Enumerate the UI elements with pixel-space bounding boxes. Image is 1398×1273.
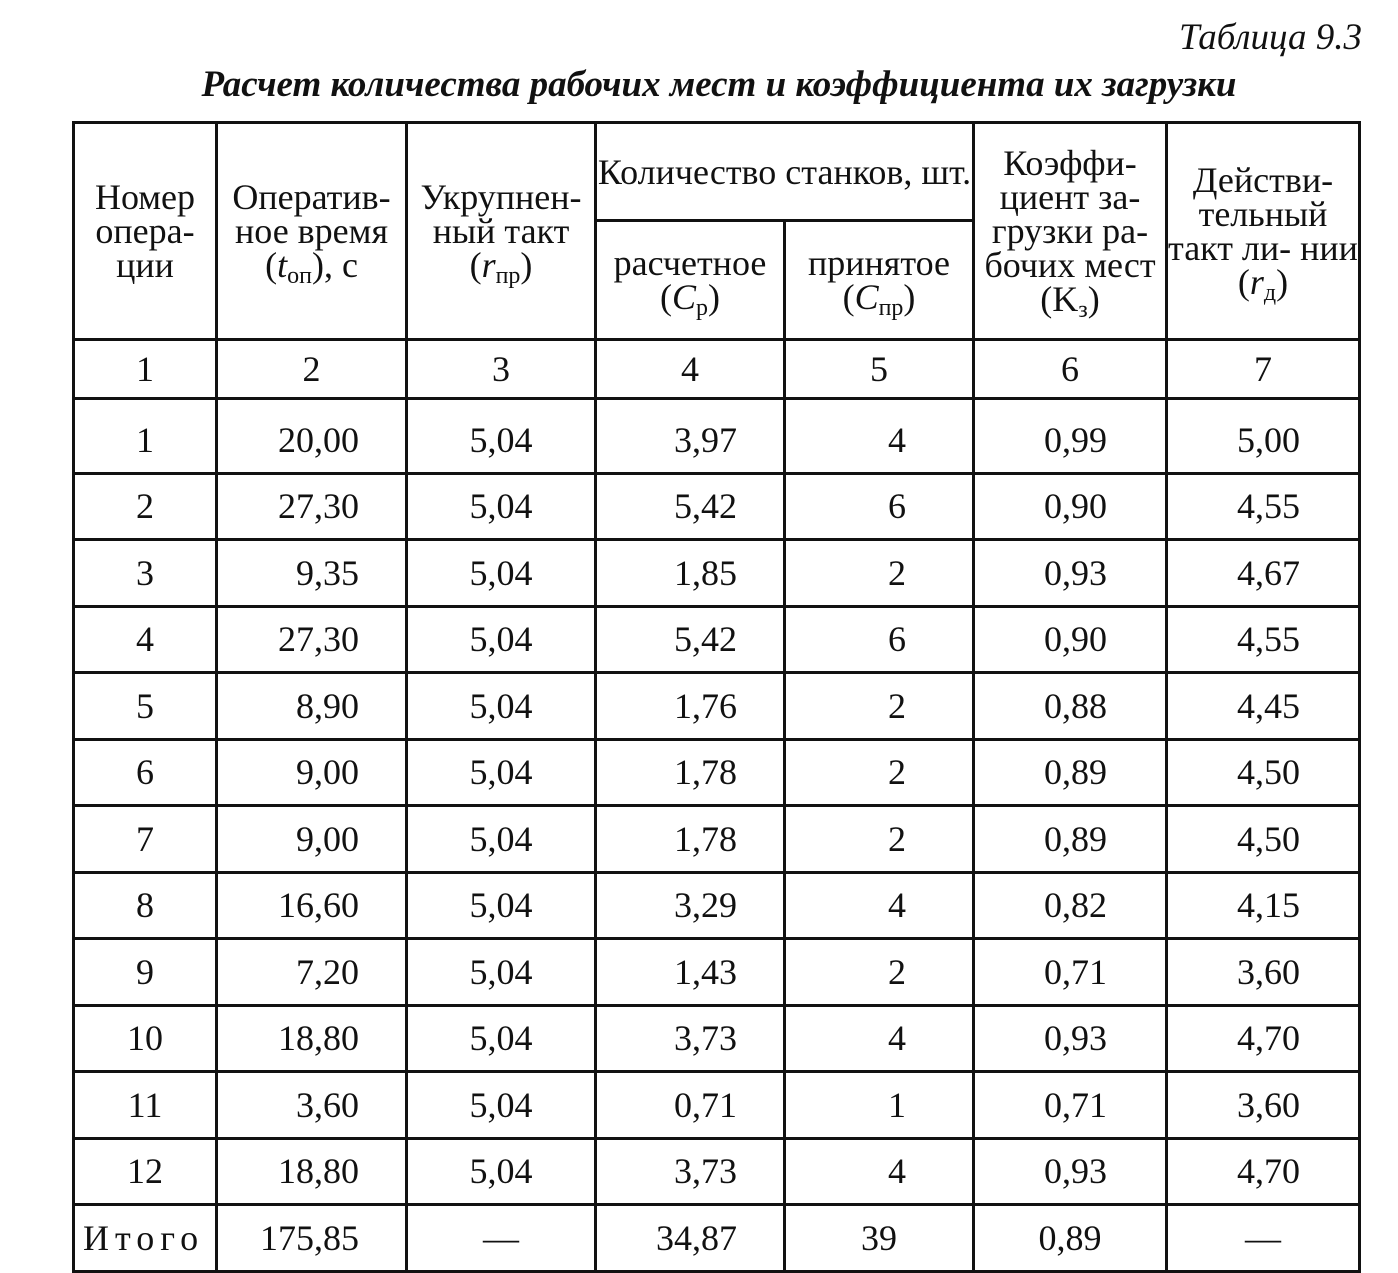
table-cell: 3,60 <box>217 1072 407 1139</box>
header-operation-number: Номер опера- ции <box>74 123 217 340</box>
table-cell: 0,71 <box>974 939 1167 1006</box>
table-cell: 0,71 <box>974 1072 1167 1139</box>
table-cell: 7,20 <box>217 939 407 1006</box>
table-cell: 4 <box>74 606 217 673</box>
table-cell: 4 <box>785 872 974 939</box>
table-cell: 9,35 <box>217 540 407 607</box>
total-cell: 34,87 <box>596 1205 785 1272</box>
header-machine-count-group: Количество станков, шт. <box>596 123 974 221</box>
table-cell: 2 <box>785 540 974 607</box>
total-row <box>74 1205 1360 1272</box>
column-number: 5 <box>785 340 974 399</box>
table-cell: 4 <box>785 1138 974 1205</box>
table-cell: 2 <box>74 473 217 540</box>
table-cell: 0,89 <box>974 739 1167 806</box>
table-cell: 0,99 <box>974 399 1167 474</box>
table-cell: 5,42 <box>596 473 785 540</box>
table-row <box>74 739 1360 806</box>
table-cell: 8 <box>74 872 217 939</box>
table-cell: 3,60 <box>1167 939 1360 1006</box>
table-cell: 5,04 <box>407 606 596 673</box>
column-number: 1 <box>74 340 217 399</box>
table-cell: 1 <box>74 399 217 474</box>
table-cell: 0,82 <box>974 872 1167 939</box>
table-cell: 0,89 <box>974 806 1167 873</box>
column-number: 3 <box>407 340 596 399</box>
table-cell: 18,80 <box>217 1005 407 1072</box>
column-number: 2 <box>217 340 407 399</box>
table-cell: 4,70 <box>1167 1138 1360 1205</box>
table-cell: 2 <box>785 673 974 740</box>
column-number: 6 <box>974 340 1167 399</box>
table-cell: 10 <box>74 1005 217 1072</box>
total-cell: 39 <box>785 1205 974 1272</box>
table-row <box>74 473 1360 540</box>
table-cell: 0,90 <box>974 473 1167 540</box>
table-cell: 5,04 <box>407 739 596 806</box>
table-cell: 2 <box>785 739 974 806</box>
table-cell: 3 <box>74 540 217 607</box>
table-cell: 4 <box>785 1005 974 1072</box>
table-cell: 4,50 <box>1167 806 1360 873</box>
table-row <box>74 540 1360 607</box>
table-cell: 1,43 <box>596 939 785 1006</box>
header-calculated: расчетное $(C_р)$ <box>596 221 785 340</box>
table-cell: 4,70 <box>1167 1005 1360 1072</box>
table-cell: 0,93 <box>974 1138 1167 1205</box>
table-cell: 4,15 <box>1167 872 1360 939</box>
table-cell: 3,97 <box>596 399 785 474</box>
table-row <box>74 1072 1360 1139</box>
table-cell: 16,60 <box>217 872 407 939</box>
table-row <box>74 806 1360 873</box>
table-cell: 8,90 <box>217 673 407 740</box>
table-row <box>74 673 1360 740</box>
total-label: Итого <box>74 1205 217 1272</box>
table-row <box>74 1138 1360 1205</box>
table-cell: 7 <box>74 806 217 873</box>
table-cell: 3,73 <box>596 1005 785 1072</box>
table-cell: 4 <box>785 399 974 474</box>
table-cell: 4,55 <box>1167 473 1360 540</box>
table-row <box>74 399 1360 474</box>
header-load-coefficient: Коэффи- циент за- грузки ра- бочих мест $(K_з)$ <box>974 123 1167 340</box>
table-cell: 4,45 <box>1167 673 1360 740</box>
table-cell: 0,88 <box>974 673 1167 740</box>
table-cell: 6 <box>74 739 217 806</box>
table-cell: 1,78 <box>596 806 785 873</box>
table-cell: 9 <box>74 939 217 1006</box>
total-cell: — <box>1167 1205 1360 1272</box>
table-cell: 5,04 <box>407 806 596 873</box>
table-cell: 27,30 <box>217 606 407 673</box>
header-accepted: принятое $(C_{пр})$ <box>785 221 974 340</box>
table-cell: 0,71 <box>596 1072 785 1139</box>
table-row <box>74 939 1360 1006</box>
table-cell: 2 <box>785 939 974 1006</box>
table-cell: 1,78 <box>596 739 785 806</box>
table-cell: 5,04 <box>407 399 596 474</box>
table-cell: 18,80 <box>217 1138 407 1205</box>
table-cell: 5,04 <box>407 473 596 540</box>
table-row <box>74 872 1360 939</box>
header-enlarged-takt: Укрупнен- ный такт $(r_{пр})$ <box>407 123 596 340</box>
total-cell: 0,89 <box>974 1205 1167 1272</box>
table-cell: 4,50 <box>1167 739 1360 806</box>
table-cell: 5,04 <box>407 673 596 740</box>
data-table <box>72 121 1361 1273</box>
table-cell: 3,60 <box>1167 1072 1360 1139</box>
table-cell: 5,04 <box>407 872 596 939</box>
column-numbers-row <box>74 340 1360 399</box>
table-cell: 9,00 <box>217 806 407 873</box>
table-cell: 5,04 <box>407 1072 596 1139</box>
table-cell: 5,04 <box>407 1005 596 1072</box>
total-cell: — <box>407 1205 596 1272</box>
table-cell: 5,04 <box>407 1138 596 1205</box>
column-number: 4 <box>596 340 785 399</box>
table-title: Расчет количества рабочих мест и коэффициента их загрузки <box>201 64 1237 105</box>
table-cell: 6 <box>785 606 974 673</box>
table-cell: 5,04 <box>407 939 596 1006</box>
table-cell: 1,85 <box>596 540 785 607</box>
table-cell: 12 <box>74 1138 217 1205</box>
table-cell: 4,55 <box>1167 606 1360 673</box>
table-cell: 2 <box>785 806 974 873</box>
table-cell: 3,73 <box>596 1138 785 1205</box>
table-cell: 3,29 <box>596 872 785 939</box>
table-cell: 9,00 <box>217 739 407 806</box>
table-cell: 0,90 <box>974 606 1167 673</box>
table-cell: 20,00 <box>217 399 407 474</box>
total-cell: 175,85 <box>217 1205 407 1272</box>
header-operating-time: Оператив- ное время $(t_{оп})$, с <box>217 123 407 340</box>
table-cell: 5 <box>74 673 217 740</box>
table-cell: 0,93 <box>974 540 1167 607</box>
table-cell: 5,00 <box>1167 399 1360 474</box>
table-cell: 27,30 <box>217 473 407 540</box>
table-row <box>74 606 1360 673</box>
table-cell: 1 <box>785 1072 974 1139</box>
table-cell: 0,93 <box>974 1005 1167 1072</box>
table-cell: 5,04 <box>407 540 596 607</box>
table-cell: 5,42 <box>596 606 785 673</box>
header-actual-takt: Действи- тельный такт ли- нии $(r_д)$ <box>1167 123 1360 340</box>
table-cell: 11 <box>74 1072 217 1139</box>
table-cell: 1,76 <box>596 673 785 740</box>
table-cell: 4,67 <box>1167 540 1360 607</box>
table-row <box>74 1005 1360 1072</box>
table-label: Таблица 9.3 <box>1178 17 1362 58</box>
column-number: 7 <box>1167 340 1360 399</box>
table-cell: 6 <box>785 473 974 540</box>
